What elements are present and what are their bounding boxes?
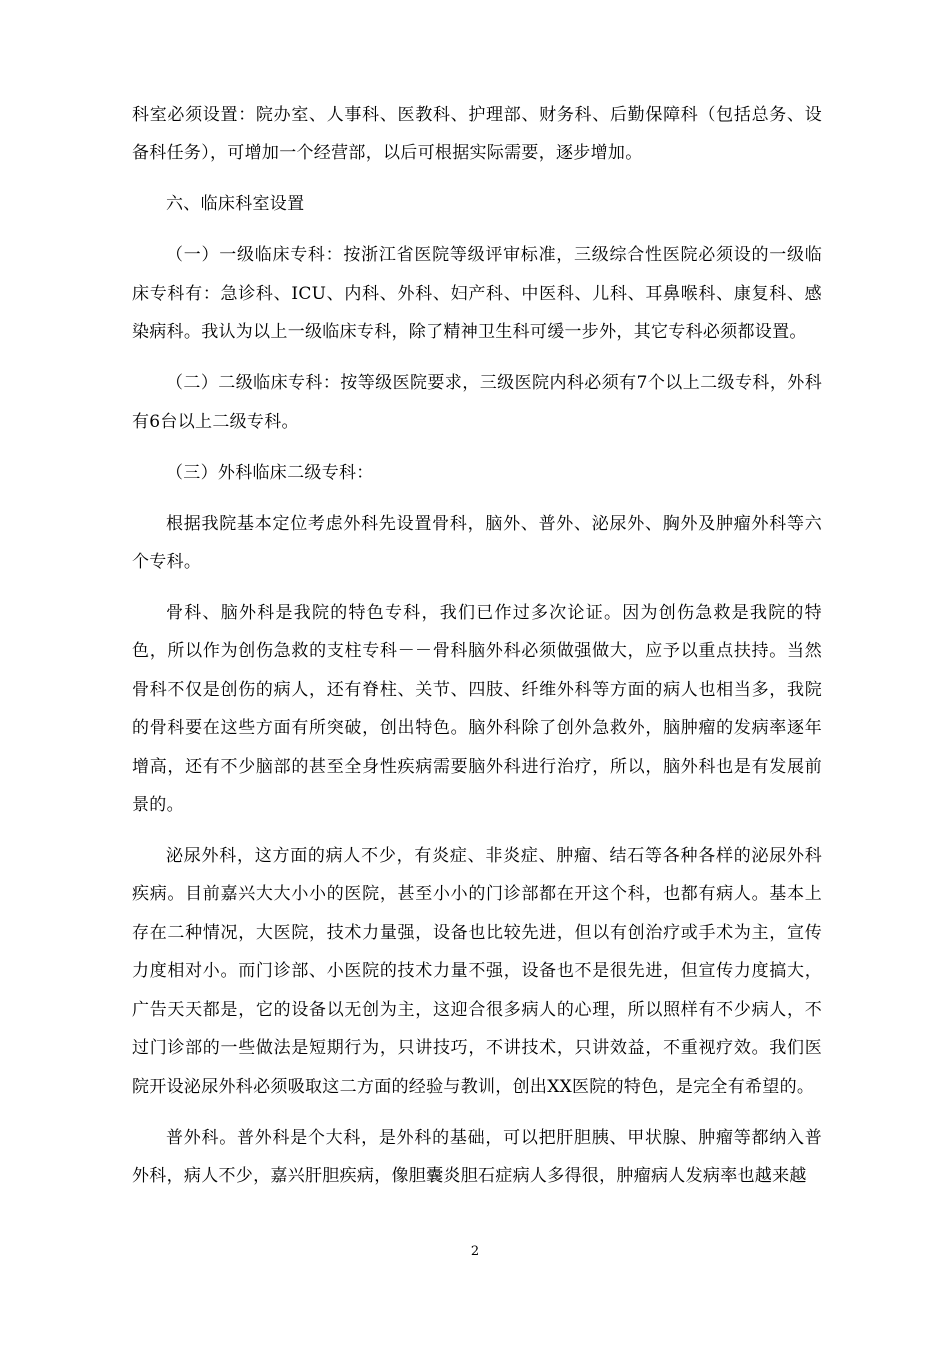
- paragraph-general-surgery: 普外科。普外科是个大科，是外科的基础，可以把肝胆胰、甲状腺、肿瘤等都纳入普外科，病人不少，嘉兴肝胆疾病，像胆囊炎胆石症病人多得很，肿瘤病人发病率也越来越: [132, 1127, 822, 1186]
- paragraph-admin-departments: 科室必须设置：院办室、人事科、医教科、护理部、财务科、后勤保障科（包括总务、设备科任务），可增加一个经营部，以后可根据实际需要，逐步增加。: [132, 105, 822, 164]
- paragraph-surgery-plan: 根据我院基本定位考虑外科先设置骨科，脑外、普外、泌尿外、胸外及肿瘤外科等六个专科。: [132, 513, 822, 573]
- paragraph-level-two-specialties: （二）二级临床专科：按等级医院要求，三级医院内科必须有7个以上二级专科，外科有6台以上二级专科。: [132, 373, 822, 432]
- paragraph-surgery-level-two-heading: （三）外科临床二级专科：: [166, 462, 374, 483]
- paragraph-level-one-specialties: （一）一级临床专科：按浙江省医院等级评审标准，三级综合性医院必须设的一级临床专科有：急诊科、ICU、内科、外科、妇产科、中医科、儿科、耳鼻喉科、康复科、感染病科。我认为以上一级临床专科，除了精神卫生科可缓一步外，其它专科必须都设置。: [132, 245, 822, 343]
- paragraph-urology: 泌尿外科，这方面的病人不少，有炎症、非炎症、肿瘤、结石等各种各样的泌尿外科疾病。目前嘉兴大大小小的医院，甚至小小的门诊部都在开这个科，也都有病人。基本上存在二种情况，大医院，技术力量强，设备也比较先进，但以有创治疗或手术为主，宣传力度相对小。而门诊部、小医院的技术力量不强，设备也不是很先进，但宣传力度搞大，广告天天都是，它的设备以无创为主，这迎合很多病人的心理，所以照样有不少病人，不过门诊部的一些做法是短期行为，只讲技巧，不讲技术，只讲效益，不重视疗效。我们医院开设泌尿外科必须吸取这二方面的经验与教训，创出XX医院的特色，是完全有希望的。: [132, 846, 822, 1097]
- paragraph-orthopedics-neurosurgery: 骨科、脑外科是我院的特色专科，我们已作过多次论证。因为创伤急救是我院的特色，所以作为创伤急救的支柱专科－－骨科脑外科必须做强做大，应予以重点扶持。当然骨科不仅是创伤的病人，还有脊柱、关节、四肢、纤维外科等方面的病人也相当多，我院的骨科要在这些方面有所突破，创出特色。脑外科除了创外急救外，脑肿瘤的发病率逐年增高，还有不少脑部的甚至全身性疾病需要脑外科进行治疗，所以，脑外科也是有发展前景的。: [132, 603, 822, 816]
- body-text: [132, 96, 822, 1208]
- page-number: 2: [470, 1244, 480, 1259]
- section-heading-clinical-departments: 六、临床科室设置: [166, 194, 305, 215]
